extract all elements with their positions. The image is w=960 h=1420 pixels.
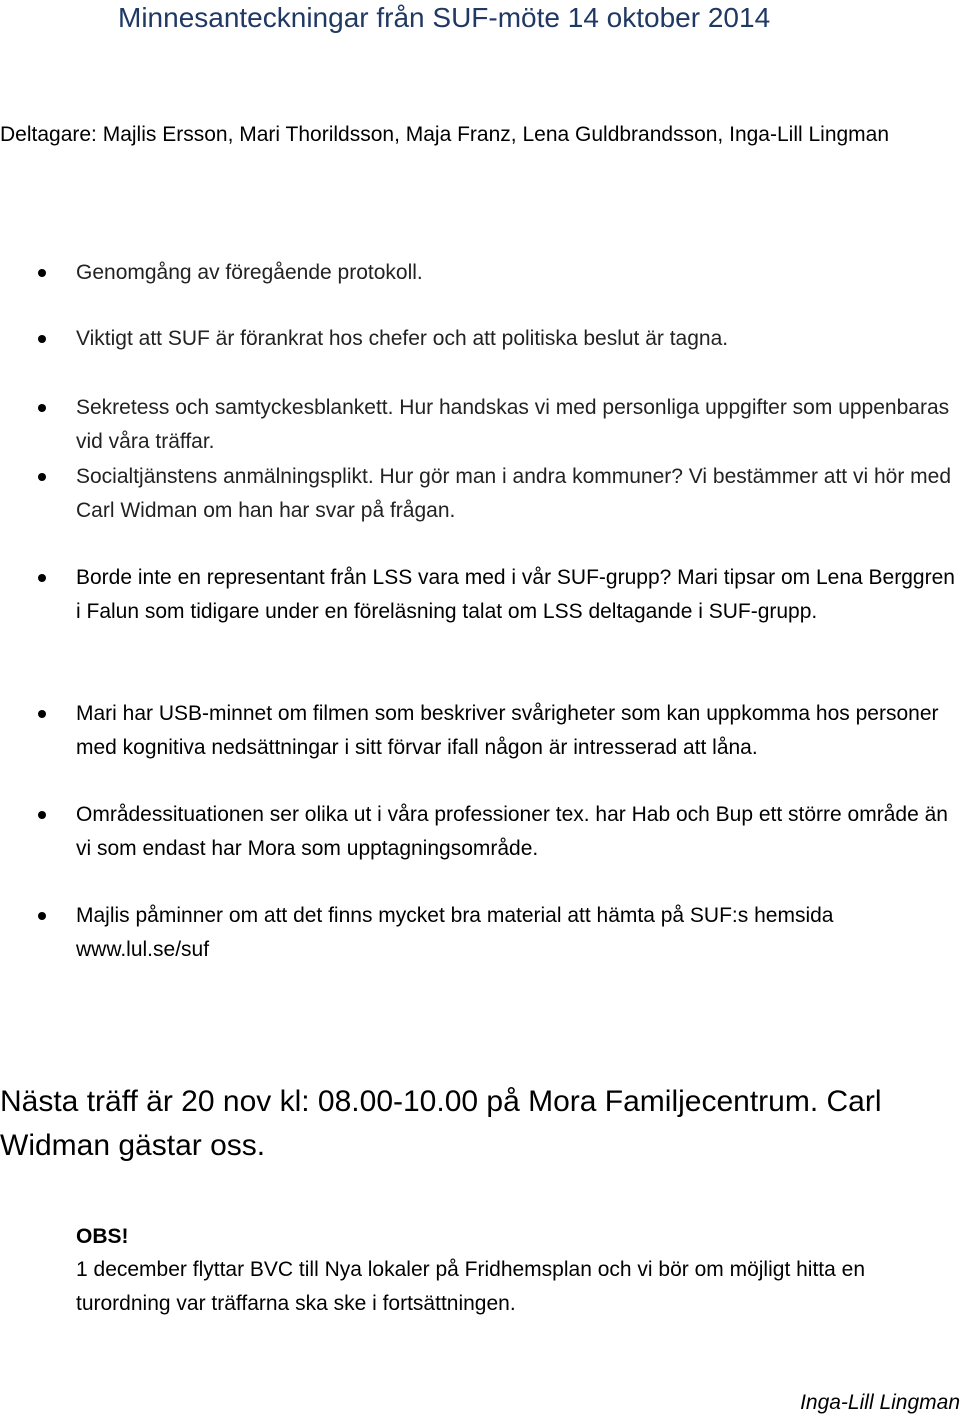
bullet-item (76, 561, 958, 629)
bullet-item (76, 322, 958, 356)
bullet-text: Sekretess och samtyckesblankett. Hur handskas vi med personliga uppgifter som uppenbaras vid våra träffar. (76, 396, 950, 453)
bullet-item (76, 391, 958, 459)
participants-line: Deltagare: Majlis Ersson, Mari Thorildsson, Maja Franz, Lena Guldbrandsson, Inga-Lill Lingman (0, 123, 890, 146)
bullet-item (76, 460, 958, 528)
bullet-text: Viktigt att SUF är förankrat hos chefer och att politiska beslut är tagna. (76, 327, 729, 350)
bullet-icon (38, 335, 46, 343)
bullet-icon (38, 811, 46, 819)
bullet-icon (38, 912, 46, 920)
page-title: Minnesanteckningar från SUF-möte 14 oktober 2014 (118, 2, 771, 33)
bullet-item (76, 697, 958, 765)
bullet-text: Mari har USB-minnet om filmen som beskriver svårigheter som kan uppkomma hos personer med kognitiva nedsättningar i sitt förvar ifall någon är intresserad att låna. (76, 702, 939, 759)
bullet-text: Områdessituationen ser olika ut i våra professioner tex. har Hab och Bup ett större område än vi som endast har Mora som upptagningsområde. (76, 803, 948, 860)
bullet-text: Socialtjänstens anmälningsplikt. Hur gör man i andra kommuner? Vi bestämmer att vi hör med Carl Widman om han har svar på frågan. (76, 465, 952, 522)
bullet-icon (38, 574, 46, 582)
bullet-icon (38, 269, 46, 277)
next-meeting-announcement: Nästa träff är 20 nov kl: 08.00-10.00 på Mora Familjecentrum. Carl Widman gästar oss. (0, 1085, 882, 1162)
obs-text: 1 december flyttar BVC till Nya lokaler på Fridhemsplan och vi bör om möjligt hitta en turordning var träffarna ska ske i fortsättningen. (76, 1258, 865, 1315)
bullet-icon (38, 473, 46, 481)
bullet-icon (38, 404, 46, 412)
bullet-item (76, 899, 958, 967)
bullet-item (76, 256, 958, 290)
bullet-item (76, 798, 958, 866)
bullet-icon (38, 710, 46, 718)
signature: Inga-Lill Lingman (800, 1391, 960, 1414)
bullet-text: Majlis påminner om att det finns mycket bra material att hämta på SUF:s hemsida www.lul.se/suf (76, 904, 834, 961)
obs-label: OBS! (76, 1225, 129, 1248)
bullet-text: Borde inte en representant från LSS vara med i vår SUF-grupp? Mari tipsar om Lena Berggren i Falun som tidigare under en föreläsning talat om LSS deltagande i SUF-grupp. (76, 566, 955, 623)
bullet-text: Genomgång av föregående protokoll. (76, 261, 423, 284)
